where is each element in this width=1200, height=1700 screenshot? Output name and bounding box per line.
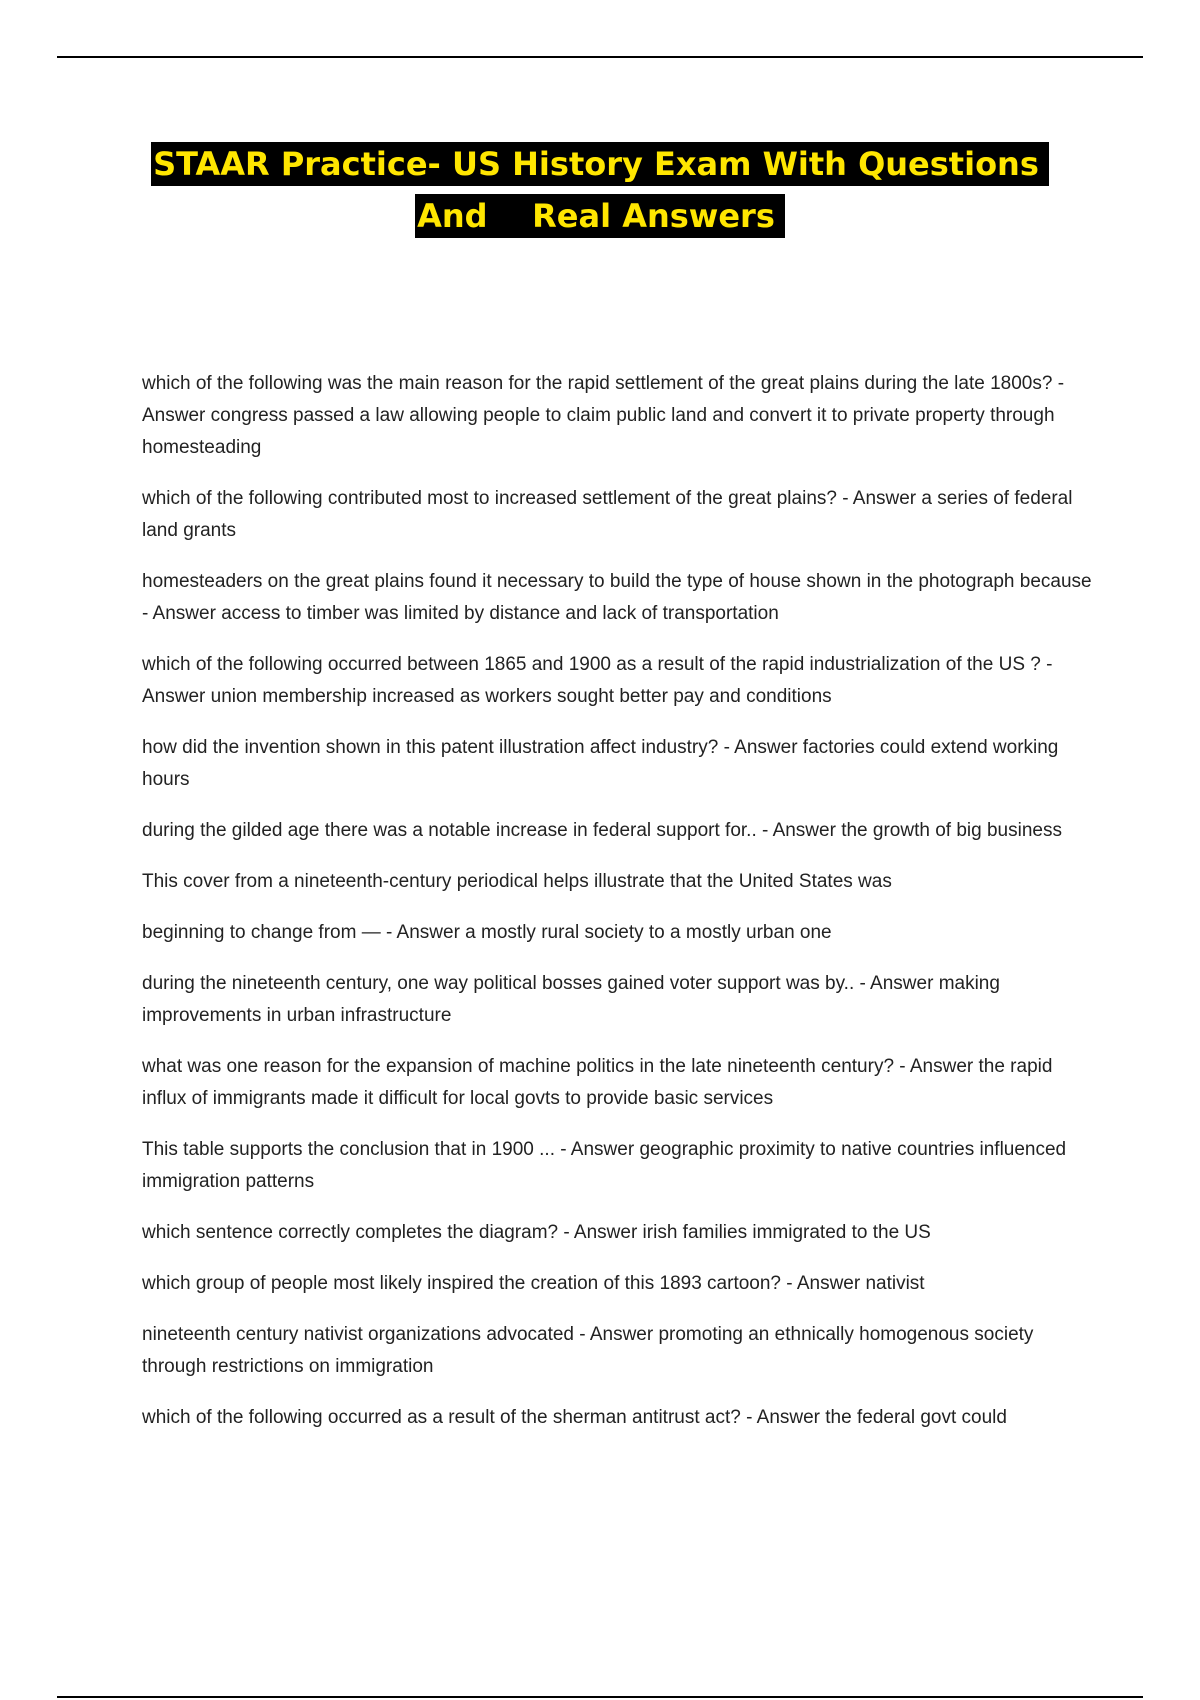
qa-item: nineteenth century nativist organizations advocated - Answer promoting an ethnically homogenous society through restrictions on immigration (142, 1324, 1034, 1377)
qa-list (142, 368, 1092, 1453)
qa-item: This cover from a nineteenth-century periodical helps illustrate that the United States was (142, 871, 892, 892)
qa-item: homesteaders on the great plains found it necessary to build the type of house shown in the photograph because - Answer access to timber was limited by distance and lack of transportation (142, 571, 1092, 624)
page-title (0, 142, 1200, 238)
qa-item: which of the following occurred between 1865 and 1900 as a result of the rapid industrialization of the US ? - Answer union membership increased as workers sought better pay and conditions (142, 654, 1053, 707)
title-line-2: And Real Answers (415, 194, 785, 238)
qa-item: beginning to change from — - Answer a mostly rural society to a mostly urban one (142, 922, 832, 943)
qa-item: which of the following contributed most to increased settlement of the great plains? - Answer a series of federal land grants (142, 488, 1073, 541)
qa-item: which of the following occurred as a result of the sherman antitrust act? - Answer the federal govt could (142, 1407, 1007, 1428)
bottom-rule (57, 1696, 1143, 1698)
qa-item: during the nineteenth century, one way political bosses gained voter support was by.. - Answer making improvements in urban infrastructure (142, 973, 1000, 1026)
qa-item: during the gilded age there was a notable increase in federal support for.. - Answer the growth of big business (142, 820, 1062, 841)
top-rule (57, 56, 1143, 58)
qa-item: which of the following was the main reason for the rapid settlement of the great plains during the late 1800s? - Answer congress passed a law allowing people to claim public land and convert it to private property through homesteading (142, 373, 1065, 458)
title-line-1: STAAR Practice- US History Exam With Questions (151, 142, 1049, 186)
qa-item: what was one reason for the expansion of machine politics in the late nineteenth century? - Answer the rapid influx of immigrants made it difficult for local govts to provide basic services (142, 1056, 1053, 1109)
qa-item: which sentence correctly completes the diagram? - Answer irish families immigrated to the US (142, 1222, 931, 1243)
qa-item: which group of people most likely inspired the creation of this 1893 cartoon? - Answer nativist (142, 1273, 925, 1294)
qa-item: This table supports the conclusion that in 1900 ... - Answer geographic proximity to native countries influenced immigration patterns (142, 1139, 1067, 1192)
qa-item: how did the invention shown in this patent illustration affect industry? - Answer factories could extend working hours (142, 737, 1059, 790)
